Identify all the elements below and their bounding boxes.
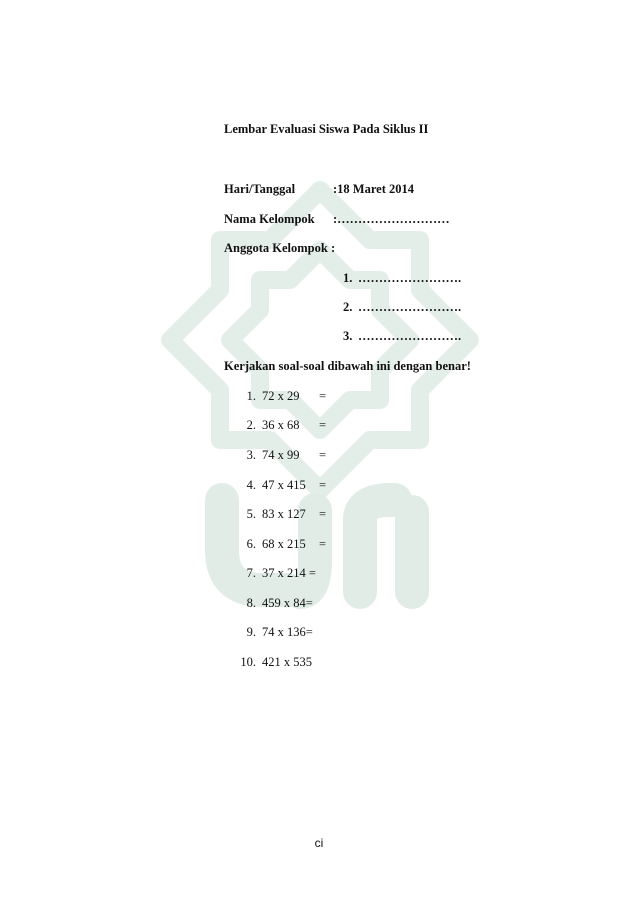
hari-tanggal-label: Hari/Tanggal <box>224 182 296 196</box>
hari-tanggal-value: :18 Maret 2014 <box>333 182 414 196</box>
question-8-expression: 459 x 84= <box>262 596 313 610</box>
member-3-blank: ……………………. <box>358 329 462 343</box>
question-6-number: 6. <box>246 537 256 551</box>
member-1-number: 1. <box>343 271 353 285</box>
nama-kelompok-label: Nama Kelompok <box>224 212 315 226</box>
question-9-expression: 74 x 136= <box>262 625 313 639</box>
anggota-kelompok-label: Anggota Kelompok : <box>224 241 336 255</box>
question-6-expression: 68 x 215 <box>262 537 306 551</box>
member-2-blank: ……………………. <box>358 300 462 314</box>
question-7-expression: 37 x 214 = <box>262 566 316 580</box>
question-3-expression: 74 x 99 <box>262 448 300 462</box>
member-2-number: 2. <box>343 300 353 314</box>
question-4-expression: 47 x 415 <box>262 478 306 492</box>
question-2-number: 2. <box>246 418 256 432</box>
page-number: ci <box>314 836 324 850</box>
member-1-blank: ……………………. <box>358 271 462 285</box>
question-2-expression: 36 x 68 <box>262 418 300 432</box>
question-2-equals: = <box>319 418 327 432</box>
question-1-equals: = <box>319 389 327 403</box>
question-5-expression: 83 x 127 <box>262 507 306 521</box>
question-4-number: 4. <box>246 478 256 492</box>
question-10-number: 10. <box>240 655 256 669</box>
question-7-number: 7. <box>246 566 256 580</box>
nama-kelompok-value: :……………………… <box>333 212 450 226</box>
member-3-number: 3. <box>343 329 353 343</box>
question-6-equals: = <box>319 537 327 551</box>
question-3-equals: = <box>319 448 327 462</box>
document-title: Lembar Evaluasi Siswa Pada Siklus II <box>224 122 429 136</box>
question-9-number: 9. <box>246 625 256 639</box>
question-10-expression: 421 x 535 <box>262 655 312 669</box>
question-1-expression: 72 x 29 <box>262 389 300 403</box>
question-8-number: 8. <box>246 596 256 610</box>
question-5-equals: = <box>319 507 327 521</box>
instruction: Kerjakan soal-soal dibawah ini dengan benar! <box>224 359 471 373</box>
question-4-equals: = <box>319 478 327 492</box>
question-3-number: 3. <box>246 448 256 462</box>
question-1-number: 1. <box>246 389 256 403</box>
question-5-number: 5. <box>246 507 256 521</box>
